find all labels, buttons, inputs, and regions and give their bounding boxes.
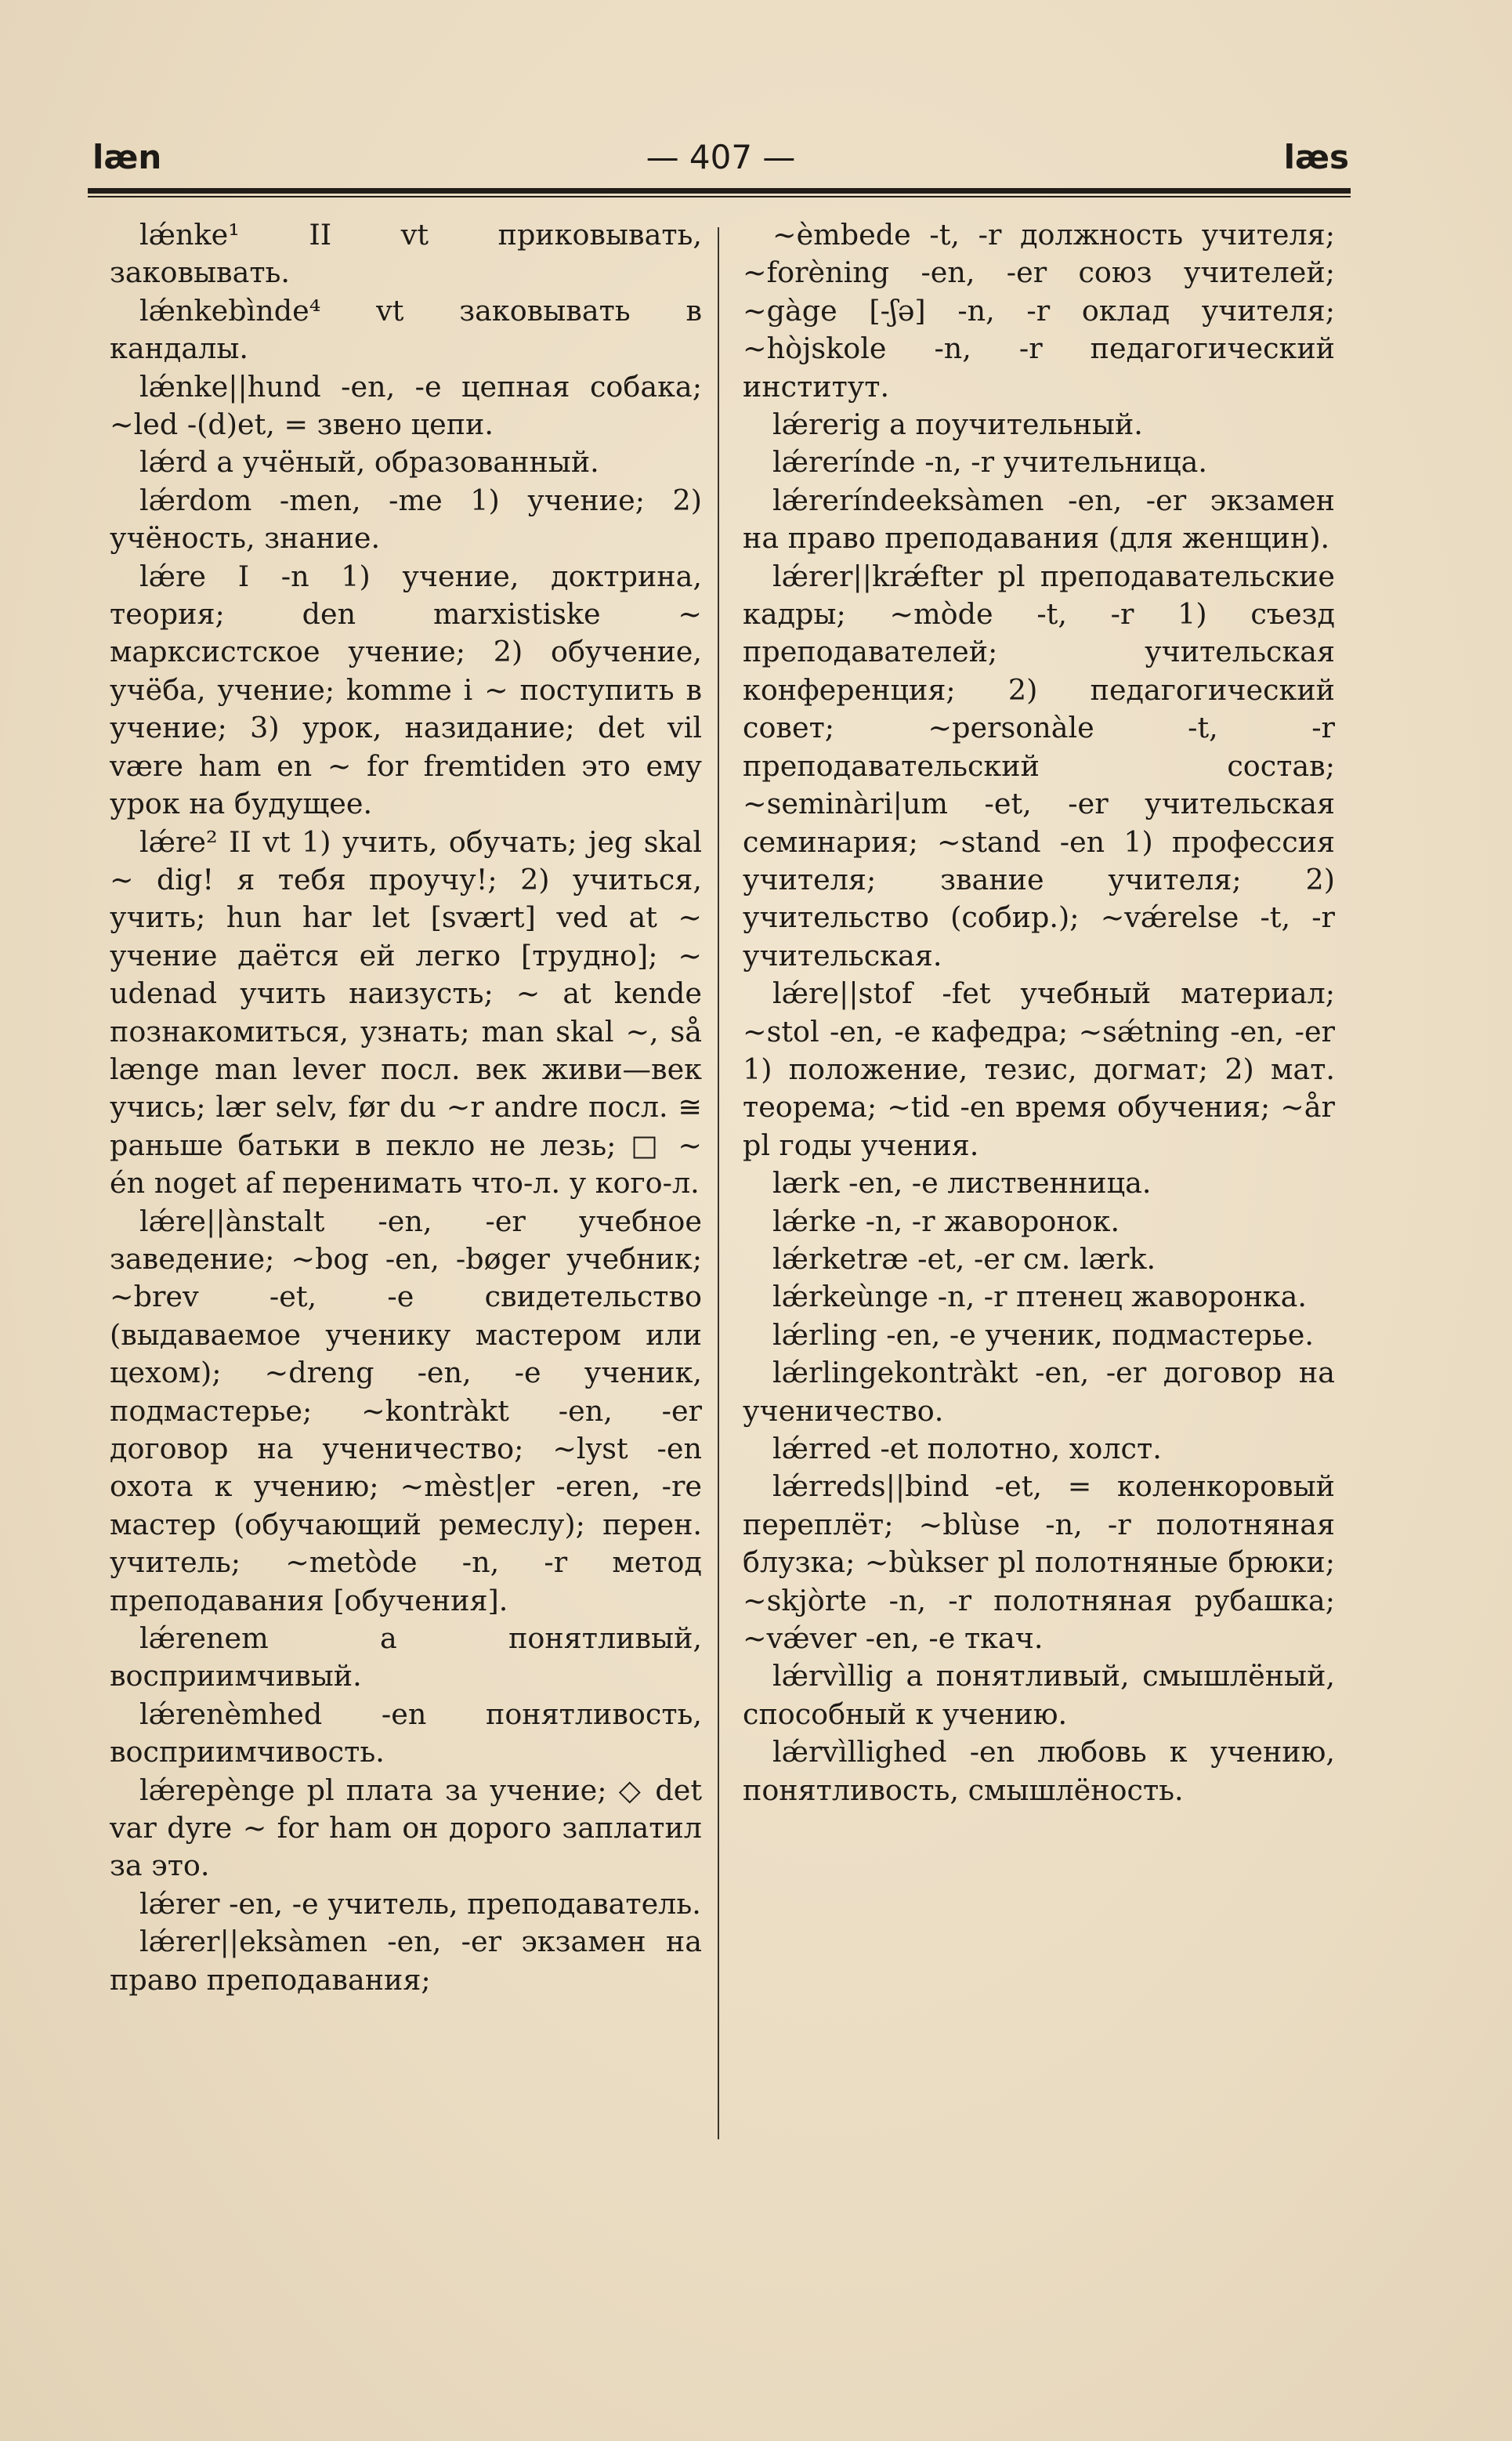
dictionary-entry: lǽrvìllighed -en любовь к учению, понятливость, смышлёность. — [743, 1735, 1335, 1807]
dictionary-entry: lǽrke -n, -r жаворонок. — [772, 1204, 1120, 1238]
dictionary-entry: lǽrer -en, -e учитель, преподаватель. — [139, 1886, 701, 1921]
dictionary-entry: lǽre I -n 1) учение, доктрина, теория; den marxistiske ~ марксистское учение; 2) обучение, учёба, учение; komme i ~ поступить в учение; 3) урок, назидание; det vil være ham en ~ for fremtiden это ему урок на будущее. — [110, 559, 702, 821]
dictionary-entry: lǽrer||krǽfter pl преподавательские кадры; ~mòde -t, -r 1) съезд преподавателей; учительская конференция; 2) педагогический совет; ~personàle -t, -r преподавательский состав; ~seminàri|um -et, -er учительская семинария; ~stand -en 1) профессия учителя; звание учителя; 2) учительство (собир.); ~vǽrelse -t, -r учительская. — [743, 559, 1335, 972]
dictionary-entry: lǽnke||hund -en, -e цепная собака; ~led -(d)et, = звено цепи. — [110, 369, 702, 442]
page-number: — 407 — — [646, 138, 796, 176]
dictionary-entry: lǽrenèmhed -en понятливость, восприимчивость. — [110, 1697, 702, 1769]
dictionary-entry: lǽreríndeeksàmen -en, -er экзамен на право преподавания (для женщин). — [743, 483, 1335, 556]
dictionary-entry: lǽrlingekontràkt -en, -er договор на ученичество. — [743, 1356, 1335, 1428]
dictionary-entry: lǽrreds||bind -et, = коленкоровый переплёт; ~blùse -n, -r полотняная блузка; ~bùkser pl полотняные брюки; ~skjòrte -n, -r полотняная рубашка; ~vǽver -en, -e ткач. — [743, 1469, 1335, 1656]
dictionary-entry: ~èmbede -t, -r должность учителя; ~forèning -en, -er союз учителей; ~gàge [-ʃə] -n, -r оклад учителя; ~hòjskole -n, -r педагогический институт. — [743, 218, 1335, 404]
dictionary-entry: lǽrkeùnge -n, -r птенец жаворонка. — [772, 1280, 1307, 1314]
column-divider — [718, 227, 719, 2139]
dictionary-entry: lǽrling -en, -e ученик, подмастерье. — [772, 1317, 1314, 1352]
dictionary-entry: lǽrvìllig a понятливый, смышлёный, способный к учению. — [743, 1659, 1335, 1731]
header-rule-thin — [88, 196, 1351, 197]
dictionary-entry: lǽrd a учёный, образованный. — [139, 445, 599, 480]
dictionary-entry: lǽrketræ -et, -er см. lærk. — [772, 1241, 1156, 1276]
left-guide-word: læn — [92, 138, 162, 176]
dictionary-entry: lǽrerínde -n, -r учительница. — [772, 445, 1207, 480]
dictionary-entry: lǽrenem a понятливый, восприимчивый. — [110, 1621, 702, 1693]
dictionary-entry: lǽrdom -men, -me 1) учение; 2) учёность, знание. — [110, 483, 702, 556]
right-guide-word: læs — [1283, 138, 1349, 176]
right-column — [743, 216, 1335, 2175]
dictionary-entry: lǽre² II vt 1) учить, обучать; jeg skal ~ dig! я тебя проучу!; 2) учиться, учить; hun har let [svært] ved at ~ учение даётся ей легко [трудно]; ~ udenad учить наизусть; ~ at kende познакомиться, узнать; man skal ~, så længe man lever посл. век живи—век учись; lær selv, før du ~r andre посл. ≅ раньше батьки в пекло не лезь; □ ~ én noget af перенимать что-л. у кого-л. — [110, 824, 702, 1201]
dictionary-entry: lǽrerig a поучительный. — [772, 407, 1143, 442]
page-header — [92, 138, 1349, 193]
left-column — [110, 216, 702, 2175]
dictionary-entry: lǽre||stof -fet учебный материал; ~stol -en, -e кафедра; ~sǽtning -en, -er 1) положение, тезис, догмат; 2) мат. теорема; ~tid -en время обучения; ~år pl годы учения. — [743, 976, 1335, 1162]
dictionary-entry: lǽnke¹ II vt приковывать, заковывать. — [110, 218, 702, 290]
dictionary-entry: lǽrred -et полотно, холст. — [772, 1432, 1162, 1465]
header-rule — [88, 188, 1351, 194]
dictionary-entry: lǽrepènge pl плата за учение; ◇ det var dyre ~ for ham он дорого заплатил за это. — [110, 1773, 702, 1883]
dictionary-entry: lærk -en, -e лиственница. — [772, 1166, 1152, 1201]
dictionary-entry: lǽre||ànstalt -en, -er учебное заведение; ~bog -en, -bøger учебник; ~brev -et, -e свидетельство (выдаваемое ученику мастером или цехом); ~dreng -en, -e ученик, подмастерье; ~kontràkt -en, -er договор на ученичество; ~lyst -en охота к учению; ~mèst|er -eren, -re мастер (обучающий ремеслу); перен. учитель; ~metòde -n, -r метод преподавания [обучения]. — [110, 1204, 702, 1617]
dictionary-entry: lǽrer||eksàmen -en, -er экзамен на право преподавания; — [110, 1925, 702, 1997]
dictionary-entry: lǽnkebìnde⁴ vt заковывать в кандалы. — [110, 293, 702, 366]
